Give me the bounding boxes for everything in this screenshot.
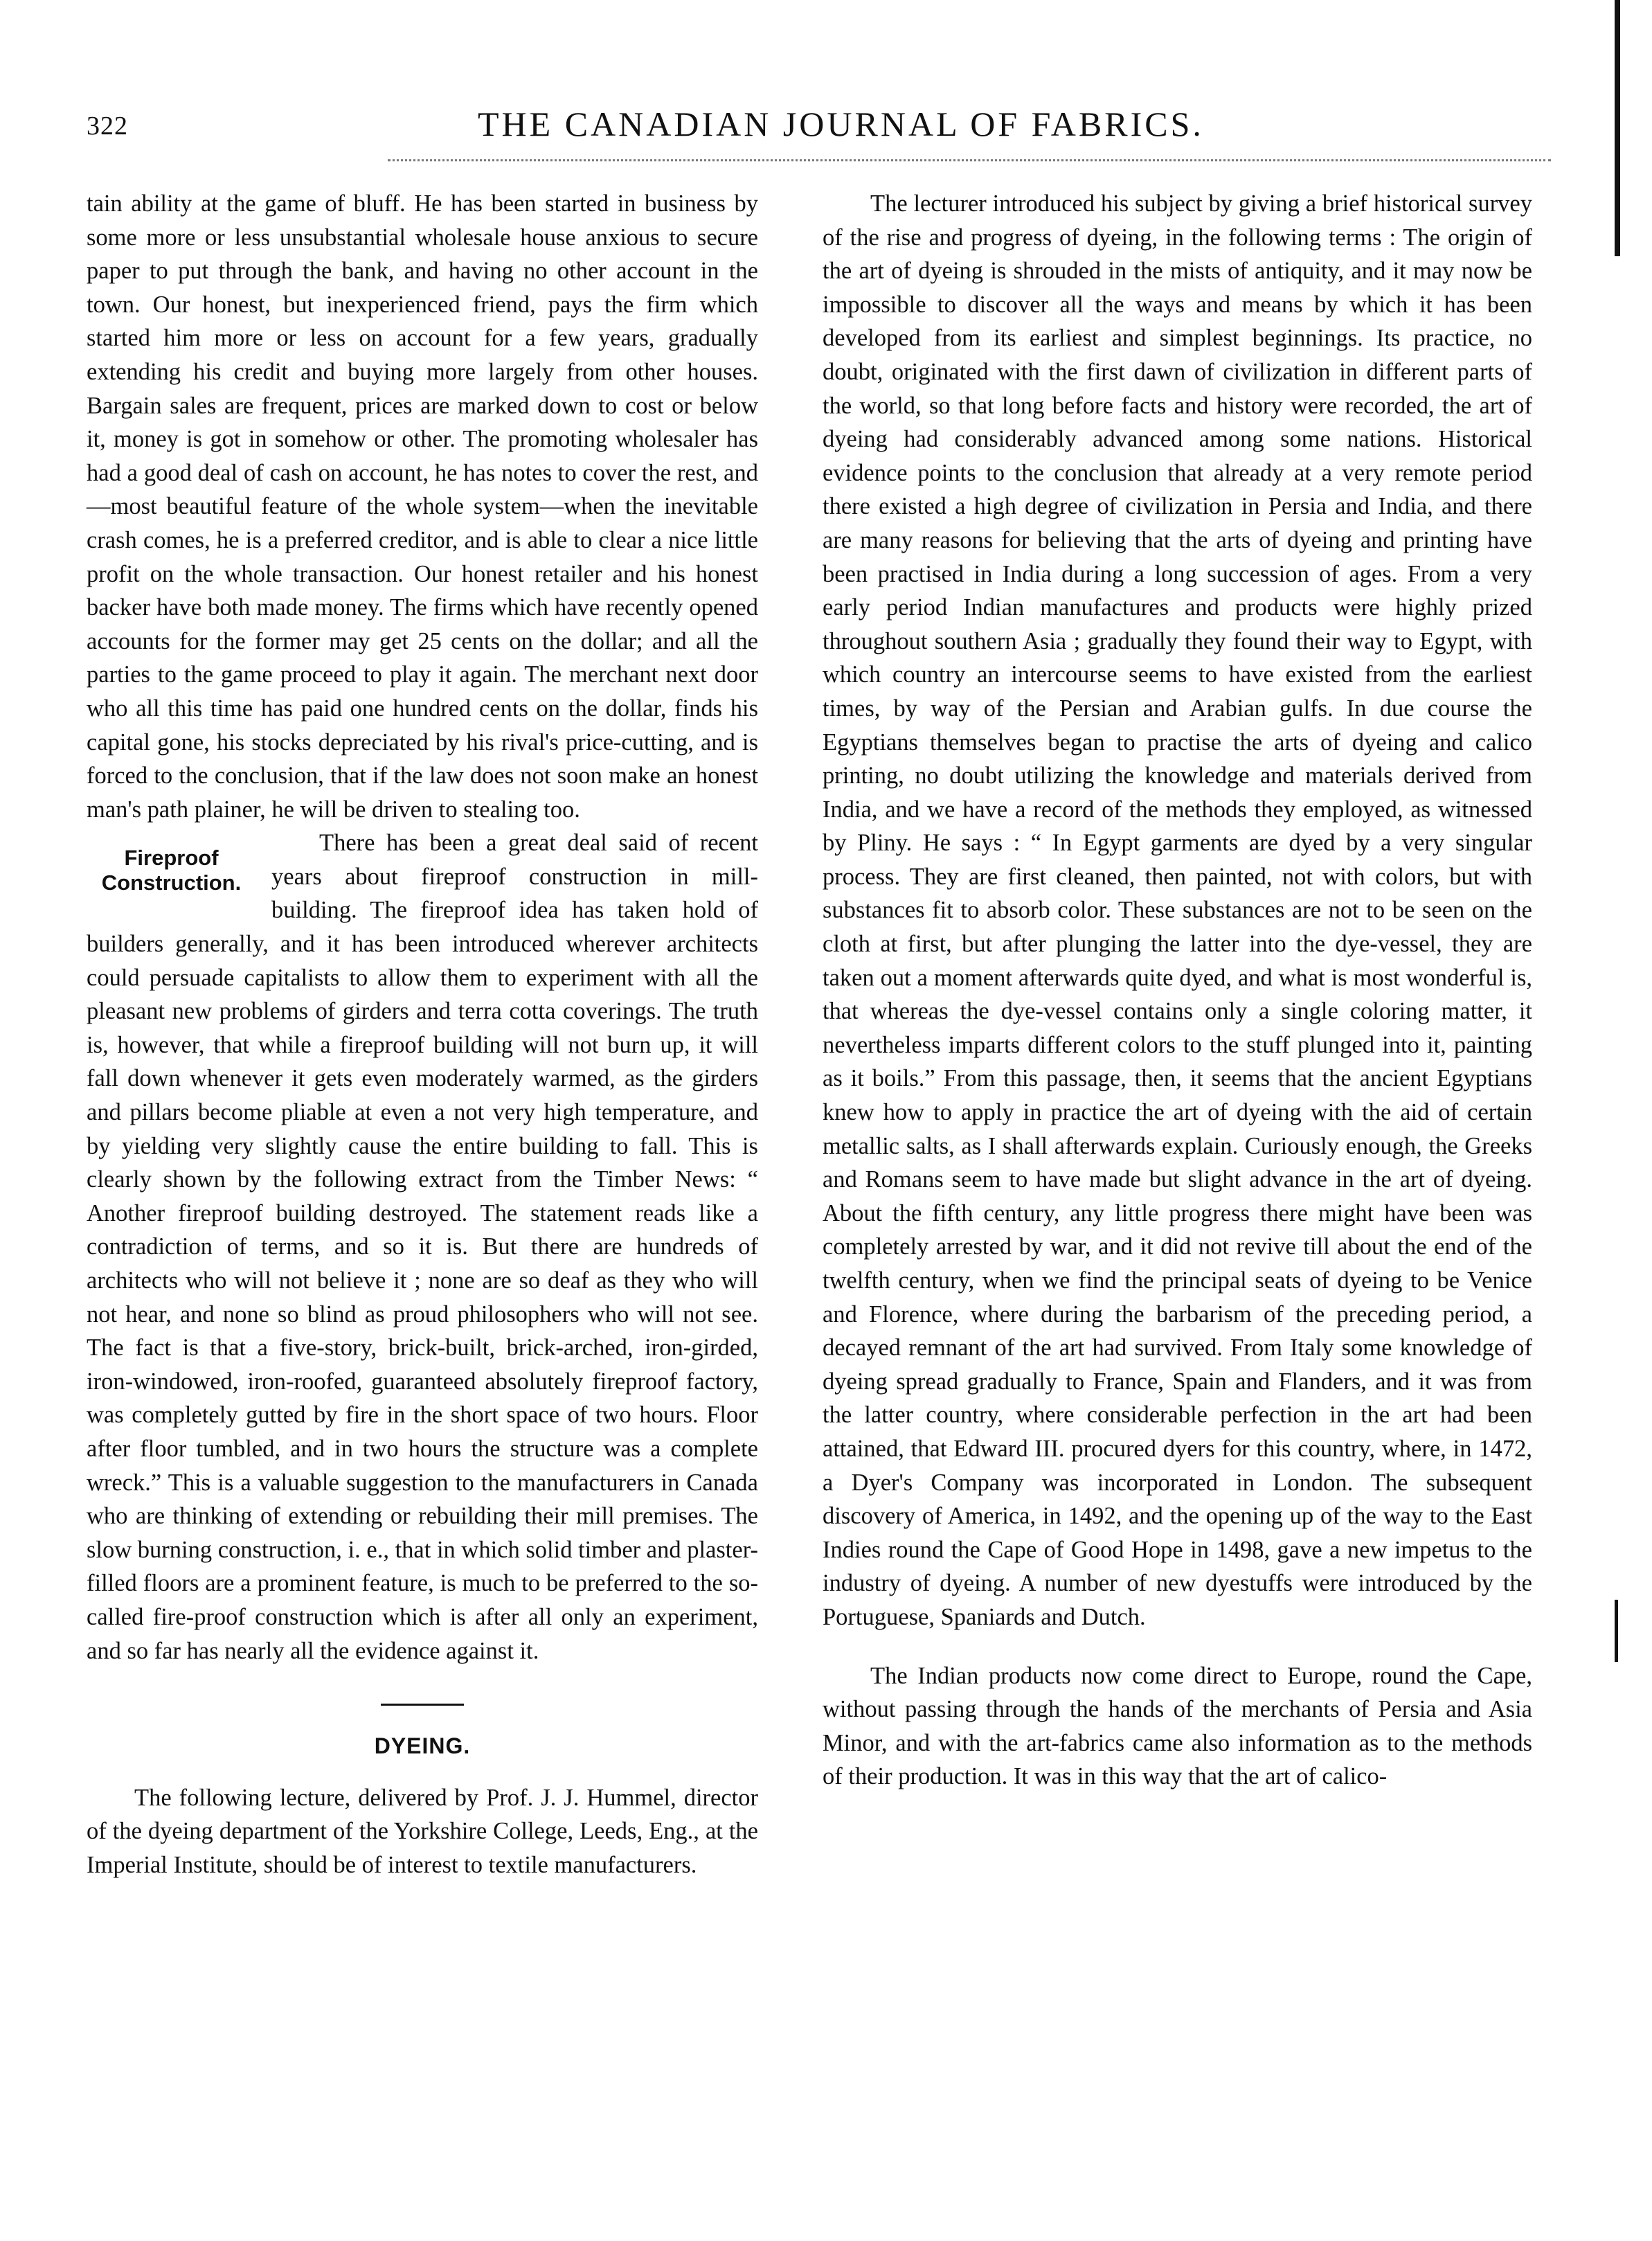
page-header [0, 104, 1652, 159]
right-paragraph-1: The lecturer introduced his subject by giving a brief historical survey of the rise and progress of dyeing, in the following terms : The origin of the art of dyeing is shrouded in the mists of antiquity, and it may now be impossible to discover all the ways and means by which it has been developed from its earliest and simplest beginnings. Its practice, no doubt, originated with the first dawn of civilization in different parts of the world, so that long before facts and history were recorded, the art of dyeing had considerably advanced among some nations. Historical evidence points to the conclusion that already at a very remote period there existed a high degree of civilization in Persia and India, and there are many reasons for believing that the arts of dyeing and printing have been practised in India during a long succession of ages. From a very early period Indian manufactures and products were highly prized throughout southern Asia ; gradually they found their way to Egypt, with which country an intercourse seems to have existed from the earliest times, by way of the Persian and Arabian gulfs. In due course the Egyptians themselves began to practise the arts of dyeing and calico printing, no doubt utilizing the knowledge and materials derived from India, and we have a record of the methods they employed, as witnessed by Pliny. He says : “ In Egypt garments are dyed by a very singular process. They are first cleaned, then painted, not with colors, but with substances fit to absorb color. These substances are not to be seen on the cloth at first, but after plunging the latter into the dye-vessel, they are taken out a moment afterwards quite dyed, and what is most wonderful is, that whereas the dye-vessel contains only a single coloring matter, it nevertheless imparts different colors to the stuff plunged into it, painting as it boils.” From this passage, then, it seems that the ancient Egyptians knew how to apply in practice the art of dyeing with the aid of certain metallic salts, as I shall afterwards explain. Curiously enough, the Greeks and Romans seem to have made but slight advance in the art of dyeing. About the fifth century, any little progress there might have been was completely arrested by war, and it did not revive till about the end of the twelfth century, when we find the principal seats of dyeing to be Venice and Florence, where during the barbarism of the preceding period, a decayed remnant of the art had survived. From Italy some knowledge of dyeing spread gradually to France, Spain and Flanders, and it was from the latter country, where considerable perfection in the art had been attained, that Edward III. procured dyers for this country, where, in 1472, a Dyer's Company was incorporated in London. The subsequent discovery of America, in 1492, and the opening up of the way to the East Indies round the Cape of Good Hope in 1498, gave a new impetus to the industry of dyeing. A number of new dyestuffs were introduced by the Portuguese, Spaniards and Dutch. [823, 190, 1532, 1630]
left-paragraph-1: tain ability at the game of bluff. He has been started in business by some more or less unsubstantial wholesale house anxious to secure paper to put through the bank, and having no other account in the town. Our honest, but inexperienced friend, pays the firm which started him more or less on account for a few years, gradually extending his credit and buying more largely from other houses. Bargain sales are frequent, prices are marked down to cost or below it, money is got in somehow or other. The promoting wholesaler has had a good deal of cash on account, he has notes to cover the rest, and—most beautiful feature of the whole system—when the inevitable crash comes, he is a preferred creditor, and is able to clear a nice little profit on the whole transaction. Our honest retailer and his honest backer have both made money. The firms which have recently opened accounts for the former may get 25 cents on the dollar; and all the parties to the game proceed to play it again. The merchant next door who all this time has paid one hundred cents on the dollar, finds his capital gone, his stocks depreciated by his rival's price-cutting, and is forced to the conclusion, that if the law does not soon make an honest man's path plainer, he will be driven to stealing too. [87, 190, 758, 823]
section-rule [381, 1704, 464, 1706]
journal-title: THE CANADIAN JOURNAL OF FABRICS. [478, 105, 1204, 143]
margin-bar [1615, 0, 1620, 256]
left-paragraph-dyeing-intro: The following lecture, delivered by Prof. J. J. Hummel, director of the dyeing department of the Yorkshire College, Leeds, Eng., at the Imperial Institute, should be of interest to textile manufacturers. [87, 1784, 758, 1878]
header-rule [388, 159, 1551, 161]
margin-bar-lower [1615, 1600, 1618, 1662]
paragraph-gap [823, 1634, 1532, 1659]
left-column [87, 187, 758, 1882]
sidehead-fireproof: Fireproof Construction. [101, 846, 242, 895]
section-title-dyeing: DYEING. [374, 1733, 471, 1759]
right-column [823, 187, 1532, 1794]
left-paragraph-fireproof: There has been a great deal said of recent years about fireproof construction in mill-building. The fireproof idea has taken hold of builders generally, and it has been introduced wherever architects could persuade capitalists to allow them to experiment with all the pleasant new problems of girders and terra cotta coverings. The truth is, however, that while a fireproof building will not burn up, it will fall down whenever it gets even moderately warmed, as the girders and pillars become pliable at even a not very high temperature, and by yielding very slightly cause the entire building to fall. This is clearly shown by the following extract from the Timber News: “ Another fireproof building destroyed. The statement reads like a contradiction of terms, and so it is. But there are hundreds of architects who will not believe it ; none are so deaf as they who will not hear, and none so blind as proud philosophers who will not see. The fact is that a five-story, brick-built, brick-arched, iron-girded, iron-windowed, iron-roofed, guaranteed absolutely fireproof factory, was completely gutted by fire in the short space of two hours. Floor after floor tumbled, and in two hours the structure was a complete wreck.” This is a valuable suggestion to the manufacturers in Canada who are thinking of extending or rebuilding their mill premises. The slow burning construction, i. e., that in which solid timber and plaster-filled floors are a prominent feature, is much to be preferred to the so-called fire-proof construction which is after all only an experiment, and so far has nearly all the evidence against it. [87, 830, 758, 1664]
page-number: 322 [87, 111, 128, 141]
right-paragraph-2: The Indian products now come direct to Europe, round the Cape, without passing through the hands of the merchants of Persia and Asia Minor, and with the art-fabrics came also information as to the methods of their production. It was in this way that the art of calico- [823, 1662, 1532, 1790]
